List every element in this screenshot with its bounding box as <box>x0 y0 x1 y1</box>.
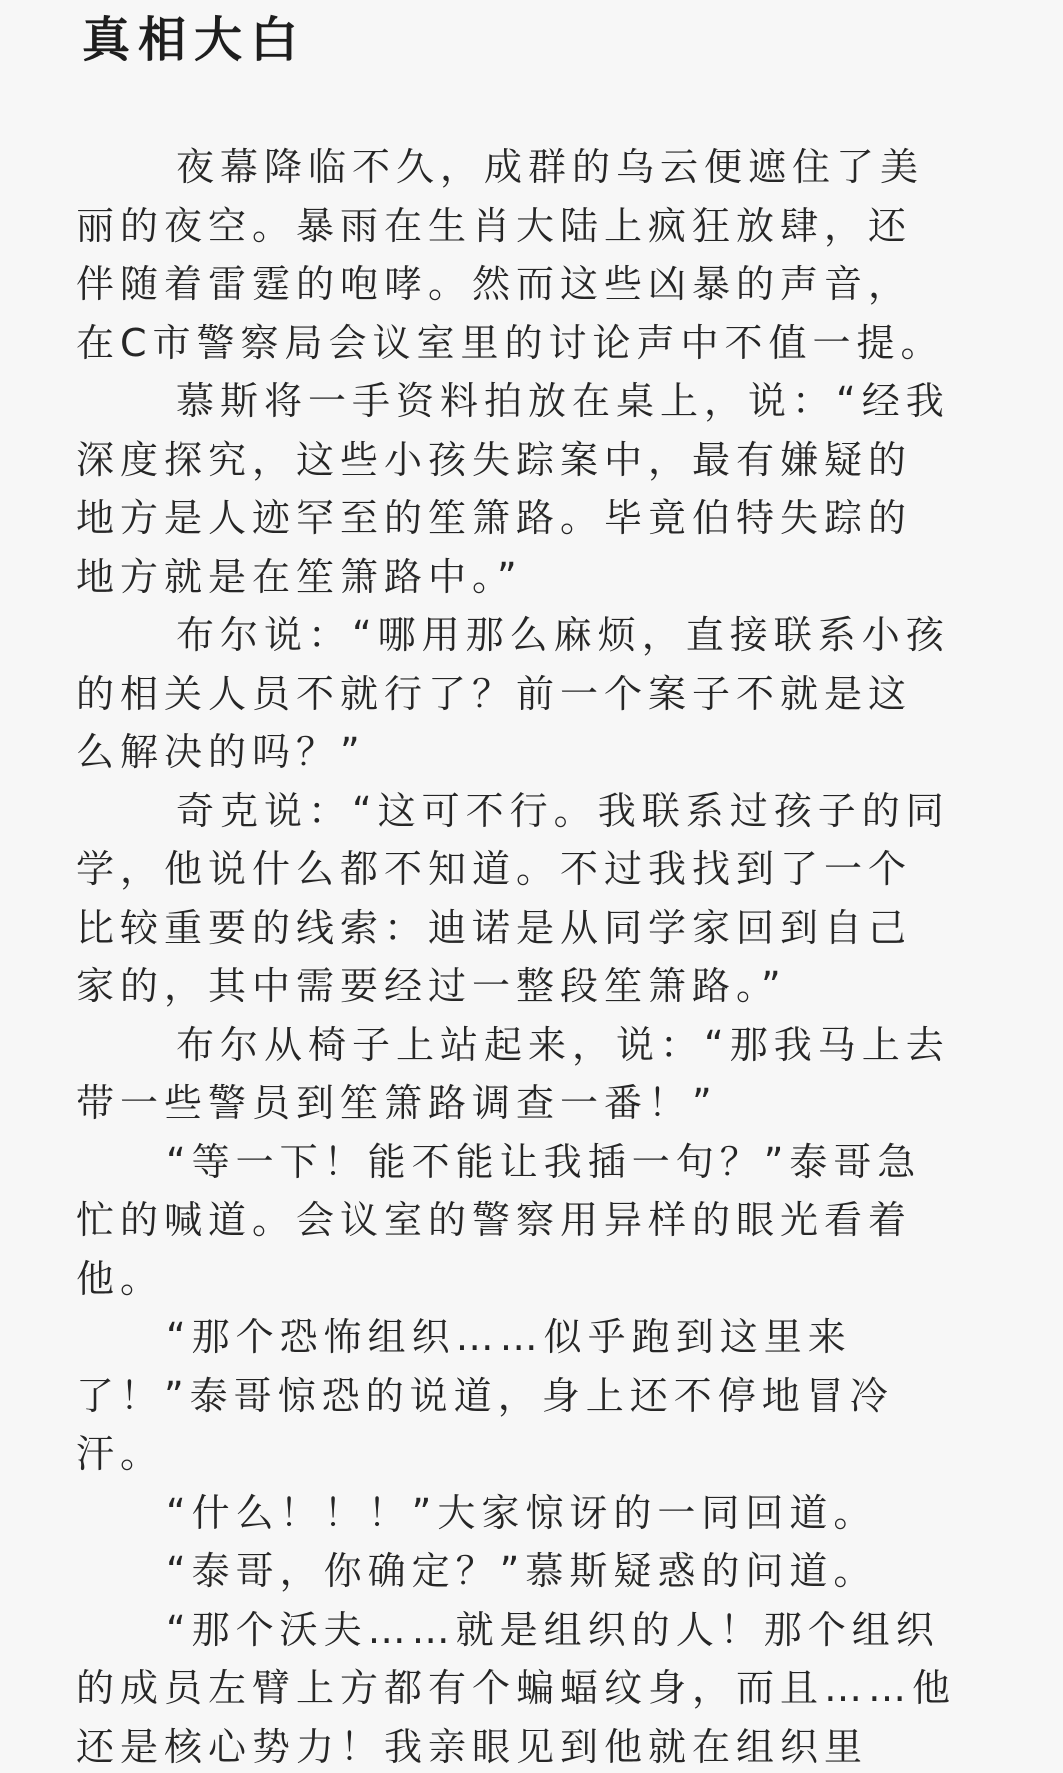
text-line: 汗。 <box>76 1432 165 1476</box>
text-line: 夜幕降临不久，成群的乌云便遮住了美 <box>176 145 925 189</box>
text-line: 深度探究，这些小孩失踪案中，最有嫌疑的 <box>76 437 913 482</box>
text-line: “什么！！！”大家惊讶的一同回道。 <box>166 1490 878 1535</box>
text-line: 布尔从椅子上站起来，说：“那我马上去 <box>176 1022 950 1067</box>
text-line: “泰哥，你确定？”慕斯疑惑的问道。 <box>166 1549 878 1593</box>
text-line: 伴随着雷霆的咆哮。然而这些凶暴的声音， <box>76 262 913 306</box>
text-line: 了！”泰哥惊恐的说道，身上还不停地冒冷 <box>76 1373 894 1418</box>
text-line: 带一些警员到笙箫路调查一番！” <box>76 1081 718 1125</box>
page-title: 真相大白 <box>82 12 307 68</box>
text-line: 学，他说什么都不知道。不过我找到了一个 <box>76 847 913 891</box>
text-line: 布尔说：“哪用那么麻烦，直接联系小孩 <box>176 613 950 657</box>
text-line: 么解决的吗？” <box>76 730 366 774</box>
text-line: 奇克说：“这可不行。我联系过孩子的同 <box>176 788 950 833</box>
text-line: “等一下！能不能让我插一句？”泰哥急 <box>166 1139 922 1184</box>
text-line: 的相关人员不就行了？前一个案子不就是这 <box>76 671 913 716</box>
text-line: 丽的夜空。暴雨在生肖大陆上疯狂放肆，还 <box>76 203 913 248</box>
text-line: 地方就是在笙箫路中。” <box>76 554 523 599</box>
text-line: 还是核心势力！我亲眼见到他就在组织里 <box>76 1724 869 1769</box>
text-line: 家的，其中需要经过一整段笙箫路。” <box>76 964 787 1008</box>
text-line: 在C市警察局会议室里的讨论声中不值一提。 <box>76 320 945 365</box>
text-line: 比较重要的线索：迪诺是从同学家回到自己 <box>76 905 913 950</box>
text-line: “那个沃夫……就是组织的人！那个组织 <box>166 1607 940 1652</box>
text-line: 忙的喊道。会议室的警察用异样的眼光看着 <box>76 1198 913 1242</box>
text-line: 他。 <box>76 1256 165 1301</box>
story-body <box>76 138 996 1773</box>
text-line: “那个恐怖组织……似乎跑到这里来 <box>166 1315 852 1359</box>
text-line: 慕斯将一手资料拍放在桌上，说：“经我 <box>176 379 950 423</box>
text-line: 地方是人迹罕至的笙箫路。毕竟伯特失踪的 <box>76 496 913 540</box>
text-line: 的成员左臂上方都有个蝙蝠纹身，而且……他 <box>76 1666 957 1710</box>
